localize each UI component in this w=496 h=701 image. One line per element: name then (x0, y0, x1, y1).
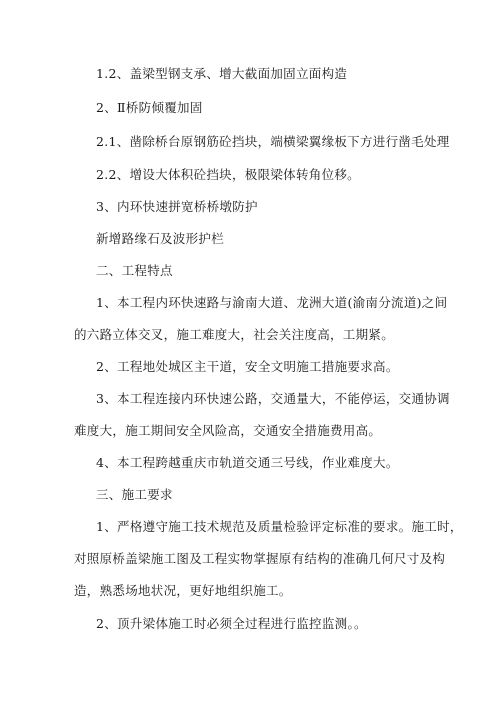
text-line-section-1-2: 1.2、盖梁型钢支承、增大截面加固立面构造 (96, 66, 348, 81)
text-line-requirement-2: 2、顶升梁体施工时必须全过程进行监控监测。。 (96, 616, 367, 631)
text-line-section-2-2: 2.2、增设大体积砼挡块，极限梁体转角位移。 (96, 167, 360, 182)
text-line-feature-1-b: 的六路立体交叉，施工难度大，社会关注度高，工期紧。 (74, 327, 395, 342)
text-line-feature-1-a: 1、本工程内环快速路与渝南大道、龙洲大道(渝南分流道)之间 (96, 295, 448, 310)
text-line-feature-3-a: 3、本工程连接内环快速公路，交通量大，不能停运，交通协调 (96, 391, 450, 406)
text-line-feature-2: 2、工程地处城区主干道，安全文明施工措施要求高。 (96, 359, 399, 374)
text-line-requirement-1-c: 造，熟悉场地状况，更好地组织施工。 (74, 583, 292, 598)
heading-construction-requirements: 三、施工要求 (96, 487, 173, 502)
text-line-requirement-1-b: 对照原桥盖梁施工图及工程实物掌握原有结构的准确几何尺寸及构 (74, 551, 446, 566)
heading-engineering-features: 二、工程特点 (96, 263, 173, 278)
text-line-section-3: 3、内环快速拼宽桥桥墩防护 (96, 199, 258, 214)
text-line-section-2: 2、Ⅱ桥防倾覆加固 (96, 100, 203, 115)
text-line-new-curb: 新增路缘石及波形护栏 (96, 231, 225, 246)
text-line-requirement-1-a: 1、严格遵守施工技术规范及质量检验评定标准的要求。施工时， (96, 519, 463, 534)
text-line-feature-4: 4、本工程跨越重庆市轨道交通三号线，作业难度大。 (96, 455, 399, 470)
text-line-feature-3-b: 难度大，施工期间安全风险高，交通安全措施费用高。 (74, 423, 382, 438)
text-line-section-2-1: 2.1、凿除桥台原钢筋砼挡块，端横梁翼缘板下方进行凿毛处理 (96, 134, 450, 149)
